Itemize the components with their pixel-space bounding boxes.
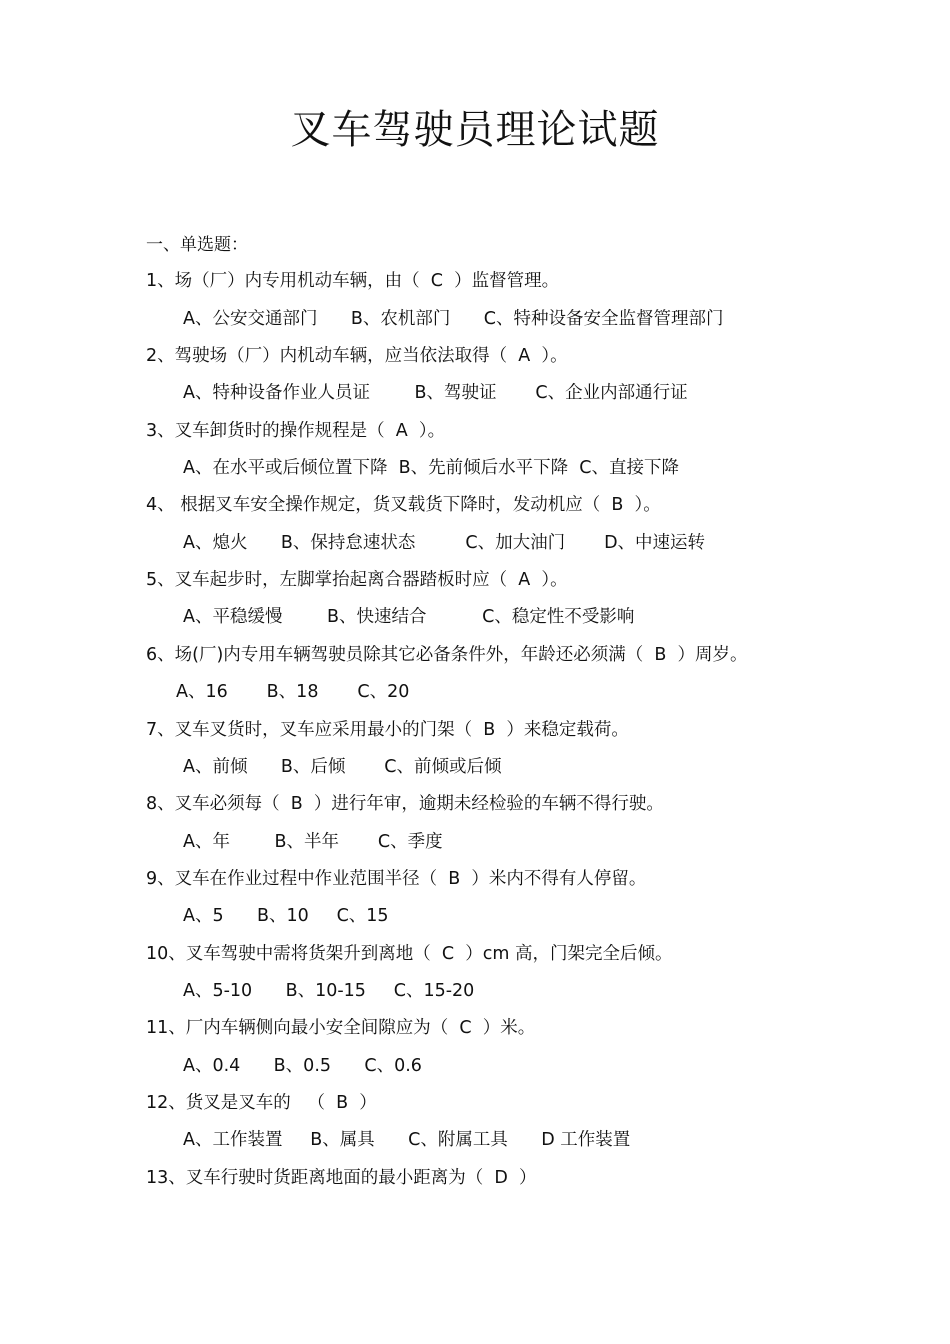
question-9: 9、叉车在作业过程中作业范围半径（ B ）米内不得有人停留。 xyxy=(146,869,647,889)
options-7: A、前倾 B、后倾 C、前倾或后倾 xyxy=(183,757,502,777)
options-8: A、年 B、半年 C、季度 xyxy=(183,832,443,852)
question-4: 4、 根据叉车安全操作规定，货叉载货下降时，发动机应（ B ）。 xyxy=(146,495,661,515)
options-10: A、5-10 B、10-15 C、15-20 xyxy=(183,981,475,1001)
options-3: A、在水平或后倾位置下降 B、先前倾后水平下降 C、直接下降 xyxy=(183,458,679,478)
page-title: 叉车驾驶员理论试题 xyxy=(290,107,660,153)
options-1: A、公安交通部门 B、农机部门 C、特种设备安全监督管理部门 xyxy=(183,309,724,329)
question-7: 7、叉车叉货时，叉车应采用最小的门架（ B ）来稳定载荷。 xyxy=(146,720,629,740)
question-5: 5、叉车起步时，左脚掌抬起离合器踏板时应（ A ）。 xyxy=(146,570,568,590)
question-13: 13、叉车行驶时货距离地面的最小距离为（ D ） xyxy=(146,1168,537,1188)
options-12: A、工作装置 B、属具 C、附属工具 D 工作装置 xyxy=(183,1130,631,1150)
options-9: A、5 B、10 C、15 xyxy=(183,906,389,926)
options-2: A、特种设备作业人员证 B、驾驶证 C、企业内部通行证 xyxy=(183,383,688,403)
question-6: 6、场(厂)内专用车辆驾驶员除其它必备条件外，年龄还必须满（ B ）周岁。 xyxy=(146,645,748,665)
question-3: 3、叉车卸货时的操作规程是（ A ）。 xyxy=(146,421,446,441)
question-11: 11、厂内车辆侧向最小安全间隙应为（ C ）米。 xyxy=(146,1018,536,1038)
question-1: 1、场（厂）内专用机动车辆，由（ C ）监督管理。 xyxy=(146,271,560,291)
options-6: A、16 B、18 C、20 xyxy=(176,682,410,702)
question-2: 2、驾驶场（厂）内机动车辆，应当依法取得（ A ）。 xyxy=(146,346,568,366)
options-5: A、平稳缓慢 B、快速结合 C、稳定性不受影响 xyxy=(183,607,635,627)
question-8: 8、叉车必须每（ B ）进行年审，逾期未经检验的车辆不得行驶。 xyxy=(146,794,664,814)
options-11: A、0.4 B、0.5 C、0.6 xyxy=(183,1056,422,1076)
question-10: 10、叉车驾驶中需将货架升到离地（ C ）cm 高，门架完全后倾。 xyxy=(146,944,673,964)
options-4: A、熄火 B、保持怠速状态 C、加大油门 D、中速运转 xyxy=(183,533,706,553)
question-12: 12、货叉是叉车的 （ B ） xyxy=(146,1093,377,1113)
section-heading: 一、单选题： xyxy=(146,235,248,255)
